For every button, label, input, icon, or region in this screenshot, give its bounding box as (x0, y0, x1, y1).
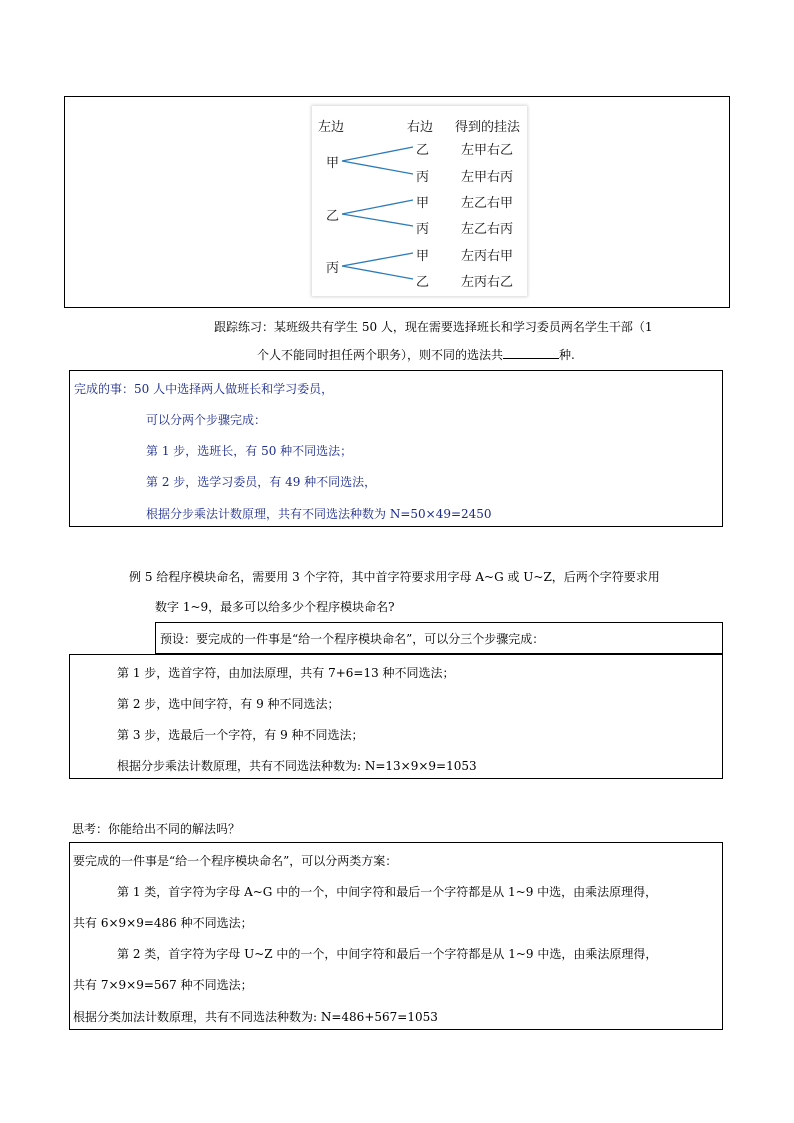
tree-right-node: 乙 (416, 143, 430, 158)
tree-left-node: 甲 (326, 156, 340, 171)
solution-box-3 (69, 842, 723, 1030)
branch-line (342, 253, 413, 266)
tree-diagram-panel (312, 106, 527, 296)
box3-line: 根据分类加法计数原理，共有不同选法种数为: N=486+567=1053 (73, 1010, 438, 1024)
box1-line: 完成的事：50 人中选择两人做班长和学习委员， (74, 382, 334, 396)
preset-text: 预设：要完成的一件事是“给一个程序模块命名”，可以分三个步骤完成： (160, 632, 545, 646)
practice-line-2 (257, 346, 575, 363)
tree-right-node: 甲 (416, 196, 430, 211)
box1-line: 根据分步乘法计数原理，共有不同选法种数为 N=50×49=2450 (146, 507, 492, 521)
tree-result: 左乙右丙 (461, 222, 514, 237)
tree-left-node: 乙 (326, 209, 340, 224)
think-text: 思考：你能给出不同的解法吗？ (72, 822, 241, 836)
practice-line-2-end: 种. (559, 348, 575, 362)
branch-line (342, 214, 413, 226)
practice-line-2-text: 个人不能同时担任两个职务），则不同的选法共 (257, 348, 504, 362)
tree-result: 左丙右乙 (461, 275, 514, 290)
box2-line: 根据分步乘法计数原理，共有不同选法种数为: N=13×9×9=1053 (117, 759, 477, 773)
tree-header-left: 左边 (318, 120, 345, 135)
branch-line (342, 147, 413, 161)
box2-line: 第 2 步，选中间字符，有 9 种不同选法； (117, 697, 340, 711)
practice-line-1: 跟踪练习：某班级共有学生 50 人，现在需要选择班长和学习委员两名学生干部（1 (214, 320, 653, 334)
box3-line: 第 1 类，首字符为字母 A~G 中的一个，中间字符和最后一个字符都是从 1~9 中选，由乘法原理得， (117, 885, 658, 899)
tree-result: 左乙右甲 (461, 196, 514, 211)
tree-result: 左甲右丙 (461, 170, 514, 185)
box2-line: 第 1 步，选首字符，由加法原理，共有 7+6=13 种不同选法； (117, 666, 455, 680)
tree-right-node: 丙 (416, 170, 430, 185)
tree-header-right: 右边 (407, 120, 434, 135)
tree-result: 左丙右甲 (461, 249, 514, 264)
box1-line: 可以分两个步骤完成： (146, 413, 267, 427)
tree-header-result: 得到的挂法 (455, 120, 521, 135)
branch-line (342, 266, 413, 279)
box2-line: 第 3 步，选最后一个字符，有 9 种不同选法； (117, 728, 364, 742)
answer-blank (503, 347, 559, 359)
box3-line: 共有 6×9×9=486 种不同选法； (73, 916, 253, 930)
box3-line: 共有 7×9×9=567 种不同选法； (73, 978, 253, 992)
example5-line-2: 数字 1~9，最多可以给多少个程序模块命名? (155, 600, 395, 614)
tree-right-node: 乙 (416, 275, 430, 290)
box1-line: 第 1 步，选班长，有 50 种不同选法； (146, 444, 353, 458)
box3-line: 第 2 类，首字符为字母 U~Z 中的一个，中间字符和最后一个字符都是从 1~9 中选，由乘法原理得， (117, 947, 658, 961)
tree-left-node: 丙 (326, 261, 340, 276)
example5-line-1: 例 5 给程序模块命名，需要用 3 个字符，其中首字符要求用字母 A~G 或 U~Z，后两个字符要求用 (129, 570, 660, 584)
box1-line: 第 2 步，选学习委员，有 49 种不同选法， (146, 475, 377, 489)
tree-right-node: 甲 (416, 249, 430, 264)
branch-line (342, 161, 413, 174)
tree-result: 左甲右乙 (461, 143, 514, 158)
box3-line: 要完成的一件事是“给一个程序模块命名”，可以分两类方案： (73, 854, 398, 868)
tree-right-node: 丙 (416, 222, 430, 237)
branch-line (342, 200, 413, 214)
